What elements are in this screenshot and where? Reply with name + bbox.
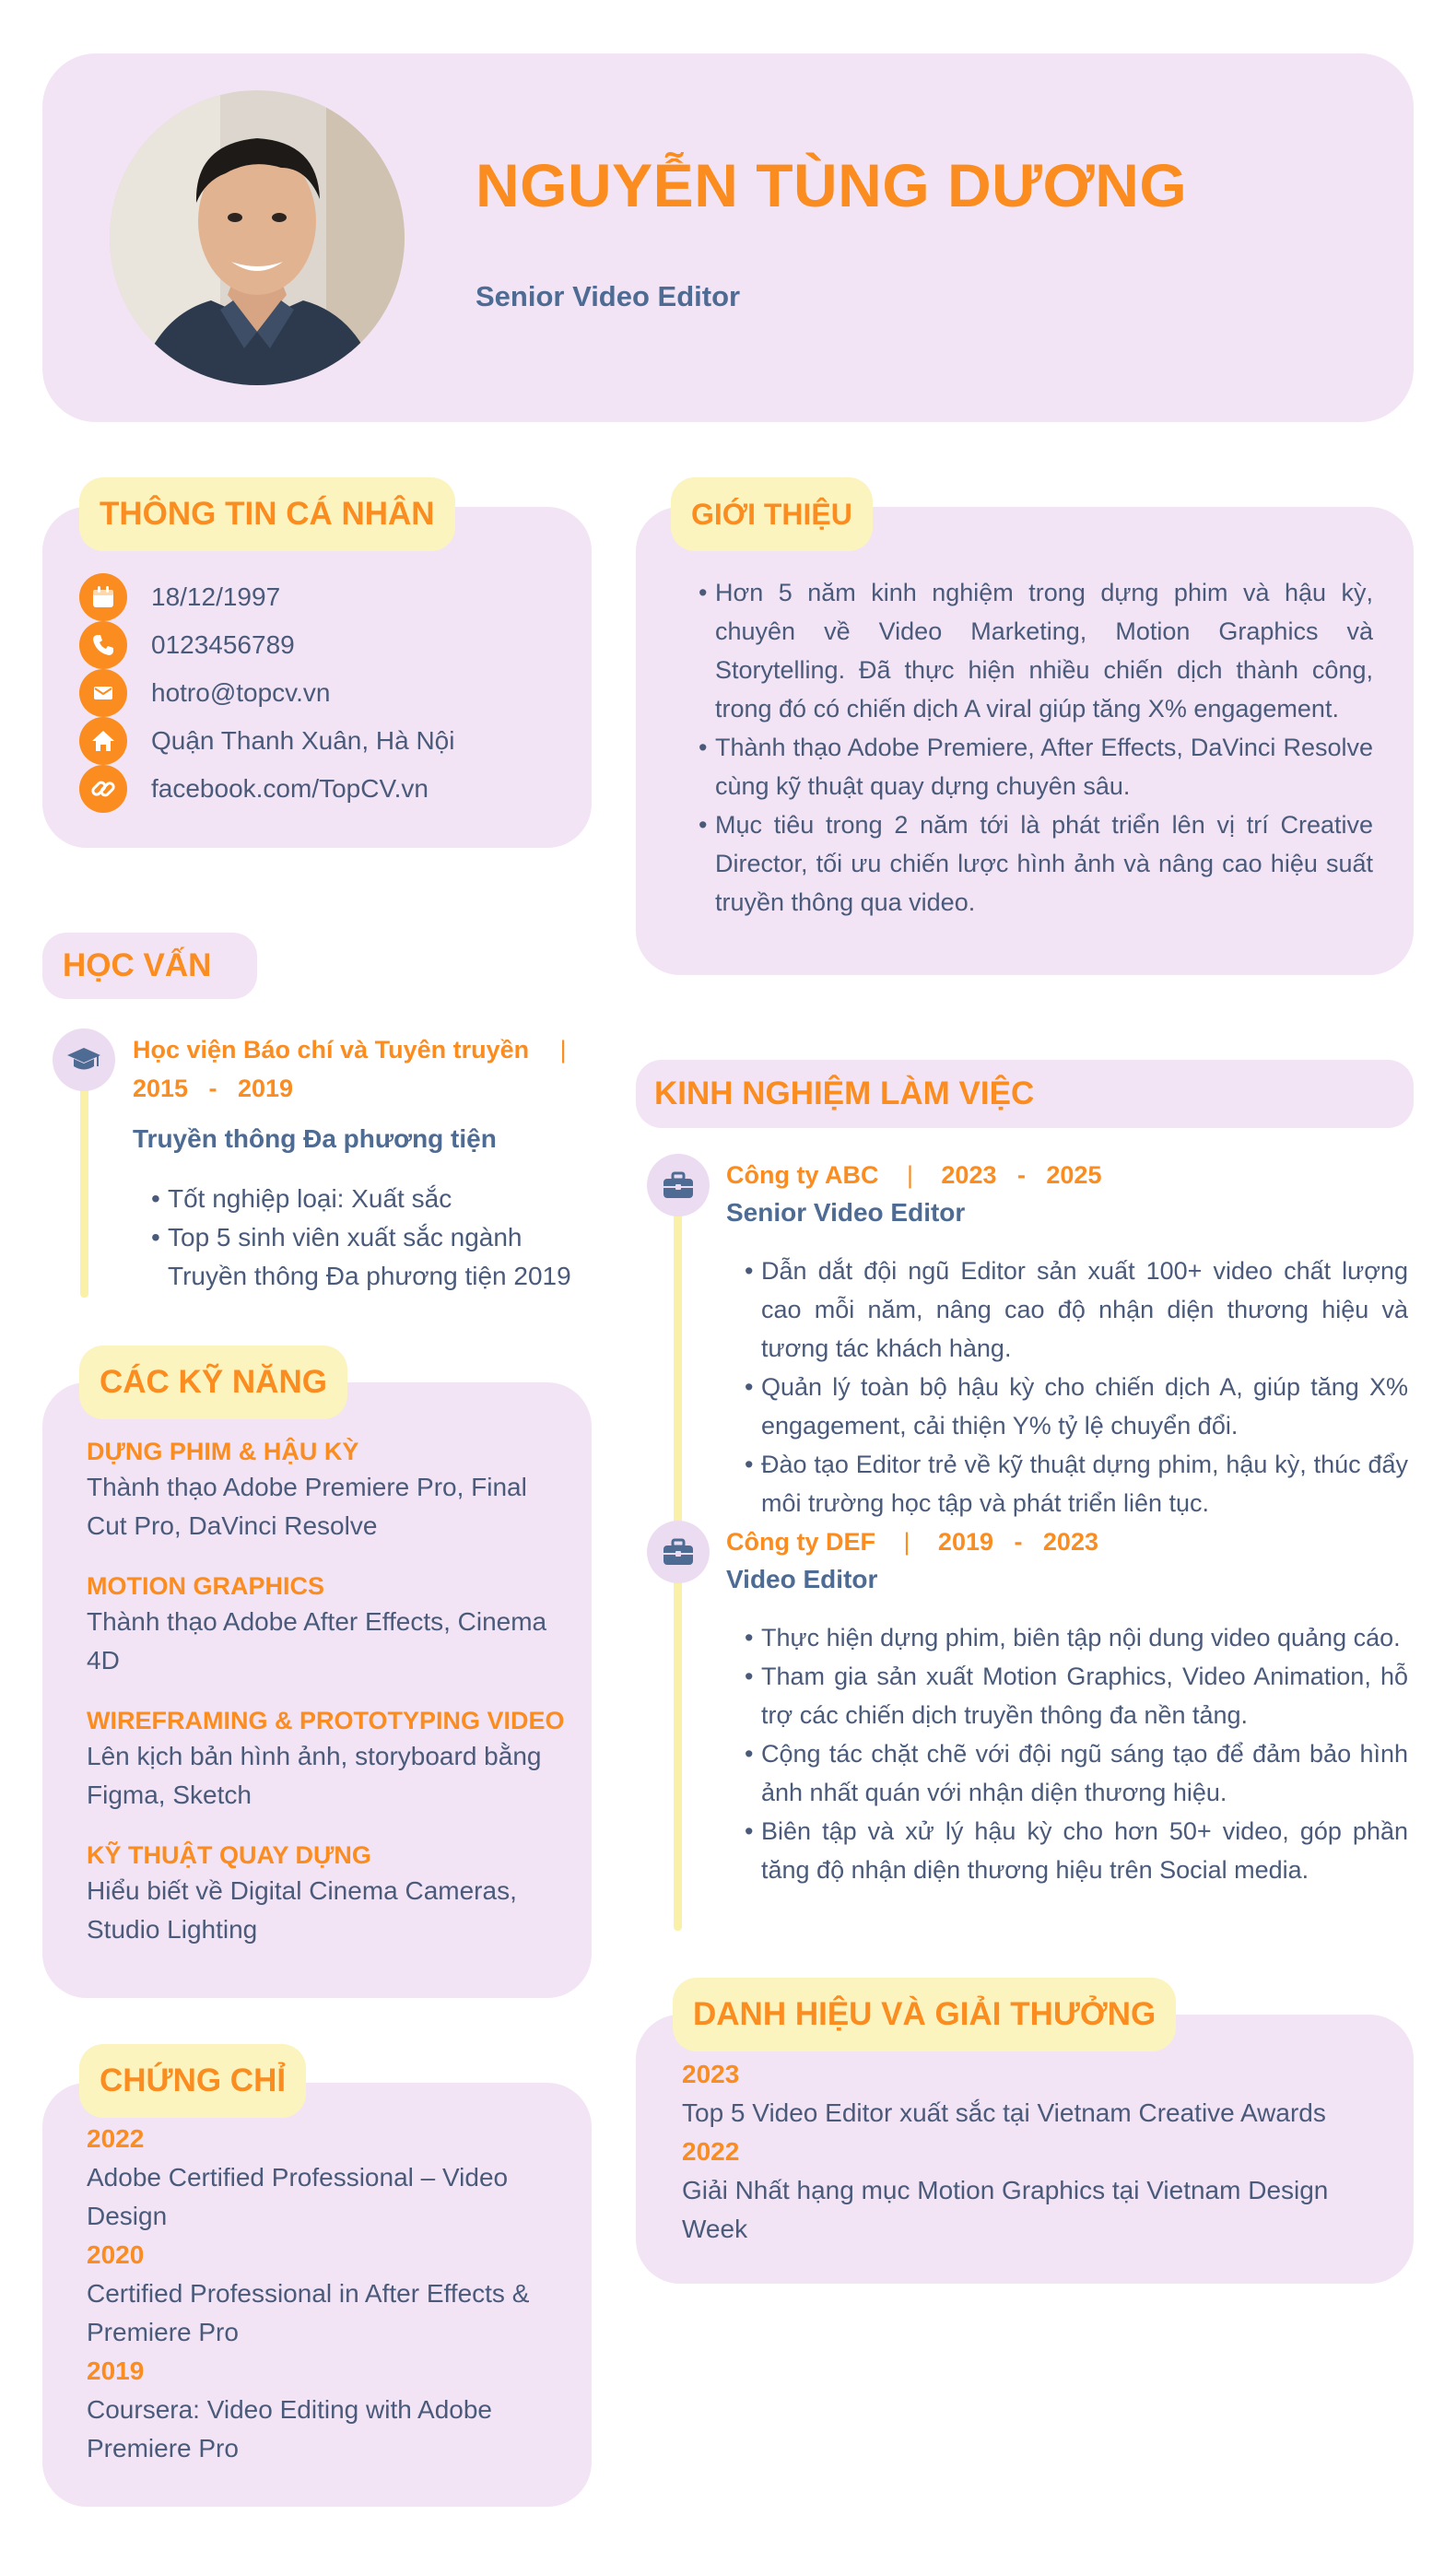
job-duty: • Đào tạo Editor trẻ về kỹ thuật dựng phim, hậu kỳ, thúc đẩy môi trường học tập và phát triển liên tục. bbox=[745, 1445, 1408, 1522]
contact-email bbox=[79, 669, 330, 717]
education-item: • Tốt nghiệp loại: Xuất sắc bbox=[151, 1180, 584, 1218]
school-separator: | bbox=[559, 1036, 567, 1064]
contact-facebook-text[interactable]: facebook.com/TopCV.vn bbox=[151, 774, 429, 803]
contact-email-text[interactable]: hotro@topcv.vn bbox=[151, 678, 331, 707]
skills-title: CÁC KỸ NĂNG bbox=[79, 1346, 347, 1419]
job-company: Công ty ABC bbox=[726, 1161, 879, 1189]
contact-phone bbox=[79, 621, 295, 669]
certificate-text: Coursera: Video Editing with Adobe Premiere Pro bbox=[87, 2395, 492, 2462]
job-separator: | bbox=[903, 1528, 910, 1556]
intro-item: • Thành thạo Adobe Premiere, After Effects, DaVinci Resolve cùng kỹ thuật quay dựng chuyên sâu. bbox=[699, 728, 1373, 805]
skill-name: DỰNG PHIM & HẬU KỲ bbox=[87, 1438, 359, 1465]
certificate-item bbox=[87, 2120, 566, 2236]
awards-title: DANH HIỆU VÀ GIẢI THƯỞNG bbox=[673, 1978, 1176, 2051]
candidate-name: NGUYỄN TÙNG DƯƠNG bbox=[476, 151, 1188, 219]
avatar bbox=[110, 90, 405, 385]
job-start-year: 2023 bbox=[941, 1161, 997, 1189]
job-duty: • Cộng tác chặt chẽ với đội ngũ sáng tạo để đảm bảo hình ảnh nhất quán với nhận diện thương hiệu. bbox=[745, 1734, 1408, 1812]
job-separator: | bbox=[906, 1161, 913, 1189]
skill-name: WIREFRAMING & PROTOTYPING VIDEO bbox=[87, 1707, 565, 1734]
education-title: HỌC VẤN bbox=[42, 933, 257, 999]
job-end-year: 2025 bbox=[1046, 1161, 1102, 1189]
graduation-cap-icon bbox=[53, 1028, 115, 1091]
job-header bbox=[726, 1156, 1101, 1199]
skill-item bbox=[87, 1572, 566, 1680]
skill-desc: Lên kịch bản hình ảnh, storyboard bằng Figma, Sketch bbox=[87, 1742, 542, 1809]
link-icon bbox=[79, 765, 127, 813]
job-dash: - bbox=[1016, 1161, 1026, 1189]
certificate-item bbox=[87, 2236, 566, 2352]
award-year: 2023 bbox=[682, 2060, 740, 2088]
education-period bbox=[133, 1069, 293, 1112]
certificate-year: 2019 bbox=[87, 2356, 145, 2385]
job-start-year: 2019 bbox=[937, 1528, 993, 1556]
contact-birthday-text: 18/12/1997 bbox=[151, 582, 281, 611]
skill-item bbox=[87, 1707, 566, 1815]
job-company: Công ty DEF bbox=[726, 1528, 875, 1556]
skill-desc: Hiểu biết về Digital Cinema Cameras, Studio Lighting bbox=[87, 1876, 517, 1944]
briefcase-icon bbox=[647, 1154, 710, 1216]
job-duties bbox=[745, 1618, 1408, 1889]
intro-title: GIỚI THIỆU bbox=[671, 477, 873, 551]
job-dash: - bbox=[1014, 1528, 1023, 1556]
award-item bbox=[682, 2055, 1382, 2133]
skill-desc: Thành thạo Adobe Premiere Pro, Final Cut Pro, DaVinci Resolve bbox=[87, 1473, 527, 1540]
skill-item bbox=[87, 1841, 566, 1949]
award-item bbox=[682, 2133, 1382, 2249]
edu-start-year: 2015 bbox=[133, 1075, 189, 1102]
skill-desc: Thành thạo Adobe After Effects, Cinema 4D bbox=[87, 1607, 547, 1675]
intro-list bbox=[699, 573, 1373, 922]
award-text: Top 5 Video Editor xuất sắc tại Vietnam Creative Awards bbox=[682, 2098, 1326, 2127]
skill-name: MOTION GRAPHICS bbox=[87, 1572, 325, 1600]
phone-icon bbox=[79, 621, 127, 669]
award-text: Giải Nhất hạng mục Motion Graphics tại Vietnam Design Week bbox=[682, 2176, 1329, 2243]
certificates-card bbox=[42, 2083, 592, 2507]
skill-item bbox=[87, 1438, 566, 1545]
certificate-year: 2022 bbox=[87, 2124, 145, 2153]
school-name: Học viện Báo chí và Tuyên truyền bbox=[133, 1036, 530, 1064]
job-duty: • Thực hiện dựng phim, biên tập nội dung video quảng cáo. bbox=[745, 1618, 1408, 1657]
contact-address-text: Quận Thanh Xuân, Hà Nội bbox=[151, 726, 455, 755]
awards-card bbox=[636, 2015, 1414, 2284]
candidate-role: Senior Video Editor bbox=[476, 280, 741, 312]
intro-card bbox=[636, 507, 1414, 975]
education-major: Truyền thông Đa phương tiện bbox=[133, 1124, 497, 1153]
profile-header bbox=[42, 53, 1414, 422]
job-end-year: 2023 bbox=[1042, 1528, 1098, 1556]
job-position: Video Editor bbox=[726, 1565, 878, 1593]
job-position: Senior Video Editor bbox=[726, 1198, 966, 1227]
home-icon bbox=[79, 717, 127, 765]
briefcase-icon bbox=[647, 1521, 710, 1583]
intro-item: • Mục tiêu trong 2 năm tới là phát triển lên vị trí Creative Director, tối ưu chiến lược hình ảnh và nâng cao hiệu suất truyền thông qua video. bbox=[699, 805, 1373, 922]
contact-phone-text[interactable]: 0123456789 bbox=[151, 630, 295, 659]
contact-birthday bbox=[79, 573, 280, 621]
experience-title: KINH NGHIỆM LÀM VIỆC bbox=[654, 1075, 1035, 1111]
education-item: • Top 5 sinh viên xuất sắc ngành Truyền thông Đa phương tiện 2019 bbox=[151, 1218, 584, 1296]
skill-name: KỸ THUẬT QUAY DỰNG bbox=[87, 1841, 371, 1869]
education-list bbox=[151, 1180, 584, 1296]
award-year: 2022 bbox=[682, 2137, 740, 2166]
certificate-item bbox=[87, 2352, 566, 2468]
certificates-title: CHỨNG CHỈ bbox=[79, 2044, 306, 2118]
certificate-text: Adobe Certified Professional – Video Design bbox=[87, 2163, 509, 2230]
edu-dash: - bbox=[208, 1075, 217, 1102]
job-duty: • Biên tập và xử lý hậu kỳ cho hơn 50+ video, góp phần tăng độ nhận diện thương hiệu trên Social media. bbox=[745, 1812, 1408, 1889]
job-duty: • Dẫn dắt đội ngũ Editor sản xuất 100+ video chất lượng cao mỗi năm, nâng cao độ nhận diện thương hiệu và tương tác khách hàng. bbox=[745, 1252, 1408, 1368]
calendar-icon bbox=[79, 573, 127, 621]
job-duty: • Tham gia sản xuất Motion Graphics, Video Animation, hỗ trợ các chiến dịch truyền thông đa nền tảng. bbox=[745, 1657, 1408, 1734]
intro-item: • Hơn 5 năm kinh nghiệm trong dựng phim và hậu kỳ, chuyên về Video Marketing, Motion Graphics và Storytelling. Đã thực hiện nhiều chiến dịch thành công, trong đó có chiến dịch A viral giúp tăng X% engagement. bbox=[699, 573, 1373, 728]
personal-info-title: THÔNG TIN CÁ NHÂN bbox=[79, 477, 455, 551]
job-duty: • Quản lý toàn bộ hậu kỳ cho chiến dịch A, giúp tăng X% engagement, cải thiện Y% tỷ lệ chuyển đổi. bbox=[745, 1368, 1408, 1445]
certificate-text: Certified Professional in After Effects & Premiere Pro bbox=[87, 2279, 530, 2346]
edu-end-year: 2019 bbox=[237, 1075, 294, 1102]
contact-address bbox=[79, 717, 454, 765]
job-duties bbox=[745, 1252, 1408, 1522]
job-header bbox=[726, 1522, 1098, 1566]
email-icon bbox=[79, 669, 127, 717]
skills-card bbox=[42, 1382, 592, 1998]
contact-facebook bbox=[79, 765, 429, 813]
avatar-photo bbox=[110, 90, 405, 385]
education-header bbox=[133, 1030, 567, 1069]
personal-info-card bbox=[42, 507, 592, 848]
certificate-year: 2020 bbox=[87, 2240, 145, 2269]
